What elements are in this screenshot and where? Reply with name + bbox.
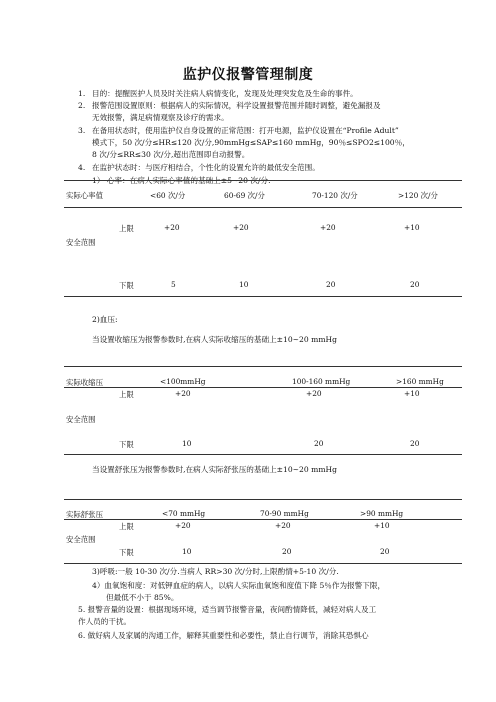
dbp-lower-col3: 20 — [380, 547, 390, 556]
hr-header-col1: <60 次/分 — [150, 191, 186, 200]
hr-header-col3: 70-120 次/分 — [312, 191, 358, 200]
hr-upper-label: 上限 — [119, 224, 134, 233]
dbp-upper-col1: +20 — [175, 521, 191, 530]
hr-lower-label: 下限 — [119, 281, 134, 290]
item-1: 1. 目的：提醒医护人员及时关注病人病情变化，发现及处理突发危及生命的事件。 — [78, 89, 358, 98]
hr-lower-col3: 20 — [326, 280, 336, 289]
sbp-header-col3: >160 mmHg — [396, 377, 444, 386]
dbp-lower-col1: 10 — [182, 547, 192, 556]
item-6: 6. 做好病人及家属的沟通工作，解释其重要性和必要性，禁止自行调节，消除其恐惧心 — [78, 631, 369, 640]
item-4-line-1: 在监护状态时：与医疗相结合，个性化的设置允许的最低安全范围。 — [92, 163, 320, 172]
hr-divider — [64, 207, 462, 208]
hr-group-label: 安全范围 — [66, 238, 96, 247]
dbp-note: 当设置舒张压为报警参数时,在病人实际舒张压的基础上±10~20 mmHg — [92, 465, 338, 474]
item-2-line-1: 报警范围设置原则：根据病人的实际情况，科学设置报警范围并随时调整，避免漏报及 — [92, 101, 381, 110]
dbp-upper-col3: +10 — [374, 521, 390, 530]
page-title: 监护仪报警管理制度 — [182, 67, 314, 83]
item-2: 2. 报警范围设置原则：根据病人的实际情况，科学设置报警范围并随时调整，避免漏报及 无效报警，满足病情观察及诊疗的需求。 — [78, 101, 381, 122]
sbp-lower-col3: 20 — [410, 439, 420, 448]
heart-rate-table — [64, 180, 462, 297]
dbp-lower-col2: 20 — [282, 547, 292, 556]
dbp-header-label: 实际舒张压 — [66, 510, 103, 519]
item-3-line-1: 在备用状态时，使用监护仪自身设置的正常范围：打开电源，监护仪设置在“Profile Adult” — [92, 126, 399, 135]
item-3-line-3: 8 次/分≤RR≤30 次/分,超出范围即自动报警。 — [92, 150, 250, 159]
item-2-line-2: 无效报警，满足病情观察及诊疗的需求。 — [92, 113, 229, 122]
spo2-line-2: 但最低不小于 85%。 — [106, 593, 179, 602]
dbp-group-label: 安全范围 — [66, 535, 96, 544]
item-5-line-1: 5. 报警音量的设置：根据现场环境，适当调节报警音量，夜间酌情降低，减轻对病人及工 — [78, 605, 377, 614]
dbp-divider — [64, 519, 462, 520]
item-3: 3. 在备用状态时，使用监护仪自身设置的正常范围：打开电源，监护仪设置在“Profile Adult” 模式下，50 次/分≤HR≤120 次/分,90mmHg≤SAP≤160 mmHg，90％≤SPO2≤100％， 8 次/分≤RR≤30 次/分,超出范围即自动报警。 — [78, 126, 410, 159]
item-3-line-2: 模式下，50 次/分≤HR≤120 次/分,90mmHg≤SAP≤160 mmHg，90％≤SPO2≤100％， — [92, 138, 410, 147]
sbp-divider — [64, 387, 462, 388]
dbp-header-col1: <70 mmHg — [162, 509, 206, 518]
sbp-header-label: 实际收缩压 — [66, 378, 103, 387]
dbp-lower-label: 下限 — [119, 548, 134, 557]
hr-lower-col4: 20 — [410, 280, 420, 289]
hr-lower-col1: 5 — [171, 280, 176, 289]
sbp-group-label: 安全范围 — [66, 415, 96, 424]
item-5 — [78, 604, 376, 628]
hr-lower-col2: 10 — [239, 280, 249, 289]
sbp-lower-col2: 20 — [314, 439, 324, 448]
sbp-upper-col2: +20 — [306, 389, 322, 398]
hr-header-col2: 60-69 次/分 — [224, 191, 265, 200]
blood-pressure-heading: 2)血压: — [92, 315, 118, 324]
sbp-header-col2: 100-160 mmHg — [292, 377, 351, 386]
dbp-upper-label: 上限 — [119, 522, 134, 531]
dbp-header-col2: 70-90 mmHg — [260, 509, 309, 518]
sbp-upper-col3: +10 — [404, 389, 420, 398]
item-5-line-2: 作人员的干扰。 — [78, 617, 132, 626]
item-1-line-1: 目的：提醒医护人员及时关注病人病情变化，发现及处理突发危及生命的事件。 — [92, 89, 358, 98]
spo2-note — [92, 580, 385, 604]
systolic-table — [64, 366, 462, 455]
sbp-upper-label: 上限 — [119, 390, 134, 399]
dbp-header-col3: >90 mmHg — [360, 509, 404, 518]
sbp-header-col1: <100mmHg — [160, 377, 206, 386]
hr-header-label: 实际心率值 — [66, 191, 103, 200]
item-4: 4. 在监护状态时：与医疗相结合，个性化的设置允许的最低安全范围。 — [78, 163, 320, 172]
hr-upper-col4: +10 — [404, 223, 420, 232]
sbp-upper-col1: +20 — [175, 389, 191, 398]
spo2-line-1: 4）血氧饱和度：对低钾血症的病人，以病人实际血氧饱和度值下降 5％作为报警下限， — [92, 581, 386, 590]
dbp-upper-col2: +20 — [275, 521, 291, 530]
hr-upper-col3: +20 — [320, 223, 336, 232]
respiration-note: 3)呼吸:一般 10-30 次/分.当病人 RR>30 次/分时,上限酌情+5-10 次/分. — [92, 567, 339, 576]
hr-upper-col2: +20 — [233, 223, 249, 232]
hr-upper-col1: +20 — [164, 223, 180, 232]
sbp-note: 当设置收缩压为报警参数时,在病人实际收缩压的基础上±10~20 mmHg — [92, 335, 338, 344]
diastolic-table — [64, 499, 462, 564]
hr-header-col4: >120 次/分 — [398, 191, 438, 200]
heart-rate-note: 1） 心率：在病人实际心率值的基础上±5~20 次/分. — [92, 176, 271, 185]
sbp-lower-label: 下限 — [119, 440, 134, 449]
sbp-lower-col1: 10 — [182, 439, 192, 448]
